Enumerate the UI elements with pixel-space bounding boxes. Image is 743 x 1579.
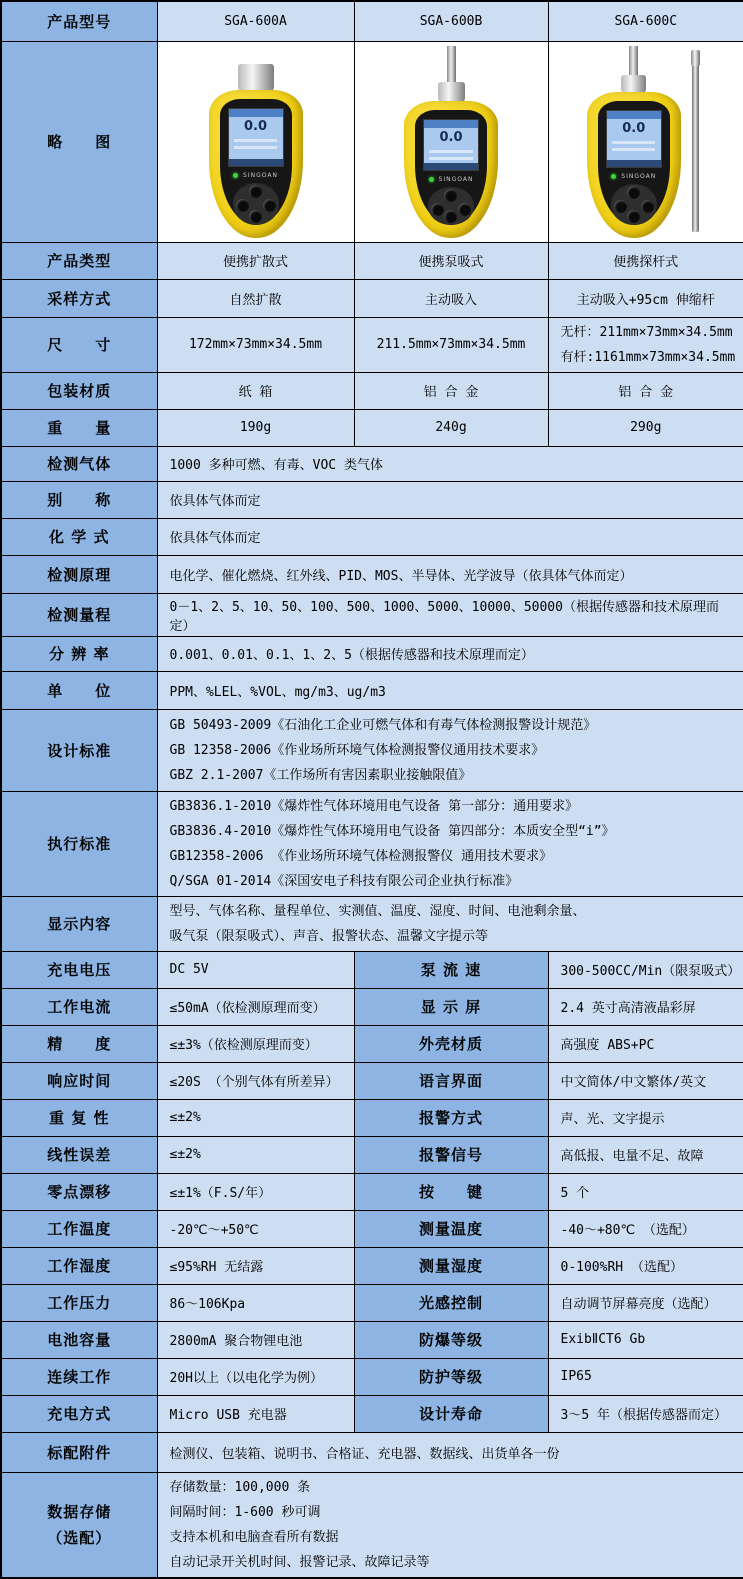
storage-line: 间隔时间：1-600 秒可调: [169, 1504, 321, 1520]
spec-label-left: 工作电流: [1, 988, 157, 1025]
spec-label-right: 按 键: [354, 1173, 548, 1210]
row-label: 包装材质: [1, 372, 157, 409]
spec-pair-row: [1, 1173, 743, 1210]
spec-label-right: 防护等级: [354, 1358, 548, 1395]
storage-line: 存储数量：100,000 条: [169, 1479, 311, 1495]
full-row-display-content: [1, 896, 743, 951]
spec-value-right: ExibⅡCT6 Gb: [548, 1321, 743, 1358]
product-image-cell-a: [157, 41, 354, 242]
spec-label-right: 报警方式: [354, 1099, 548, 1136]
button-pad: [428, 187, 474, 224]
spec-label-left: 电池容量: [1, 1321, 157, 1358]
spec-pair-row: [1, 1321, 743, 1358]
spec-pair-row: [1, 1025, 743, 1062]
sketch-label: 略 图: [1, 41, 157, 242]
screen-info-line: [612, 148, 655, 151]
spec-label-left: 线性误差: [1, 1136, 157, 1173]
compare-row-dimensions: [1, 317, 743, 372]
spec-pair-row: [1, 1395, 743, 1432]
spec-label-right: 测量温度: [354, 1210, 548, 1247]
value-b: 211.5mm×73mm×34.5mm: [354, 317, 548, 372]
spec-label-left: 充电方式: [1, 1395, 157, 1432]
display-content-line: 吸气泵（限泵吸式）、声音、报警状态、温馨文字提示等: [169, 928, 489, 944]
spec-value-left: -20℃～+50℃: [157, 1210, 354, 1247]
model-name-b: SGA-600B: [354, 1, 548, 41]
screen-info-line: [234, 139, 277, 142]
row-label: 尺 寸: [1, 317, 157, 372]
left-button: [236, 199, 249, 212]
compare-row-product-type: [1, 242, 743, 279]
sampling-probe: [447, 46, 456, 83]
value-c: 主动吸入+95cm 伸缩杆: [548, 279, 743, 317]
row-label: 单 位: [1, 671, 157, 709]
spec-value-left: ≤95%RH 无结露: [157, 1247, 354, 1284]
device-body: [587, 92, 681, 237]
row-value: [157, 791, 743, 896]
full-row-design-standards: [1, 709, 743, 791]
spec-value-left: ≤±3%（依检测原理而变）: [157, 1025, 354, 1062]
screen-statusbar: [424, 120, 478, 128]
row-label: 设计标准: [1, 709, 157, 791]
spec-label-right: 泵 流 速: [354, 951, 548, 988]
row-value: [157, 709, 743, 791]
model-name-a: SGA-600A: [157, 1, 354, 41]
screen-info-line: [612, 141, 655, 144]
screen-info-line: [234, 146, 277, 149]
brand-label: SINGOAN: [621, 172, 657, 180]
row-value: 电化学、催化燃烧、红外线、PID、MOS、半导体、光学波导（依具体气体而定）: [157, 555, 743, 593]
spec-value-left: ≤20S （个别气体有所差异）: [157, 1062, 354, 1099]
spec-value-right: 2.4 英寸高清液晶彩屏: [548, 988, 743, 1025]
spec-value-left: DC 5V: [157, 951, 354, 988]
full-row-units: [1, 671, 743, 709]
spec-label-right: 防爆等级: [354, 1321, 548, 1358]
spec-label-left: 工作压力: [1, 1284, 157, 1321]
row-value: 依具体气体而定: [157, 518, 743, 555]
spec-pair-row: [1, 951, 743, 988]
row-value: PPM、%LEL、%VOL、mg/m3、ug/m3: [157, 671, 743, 709]
storage-line: 支持本机和电脑查看所有数据: [169, 1529, 339, 1545]
row-value: 检测仪、包装箱、说明书、合格证、充电器、数据线、出货单各一份: [157, 1432, 743, 1472]
dimension-with-rod: 有杆:1161mm×73mm×34.5mm: [560, 349, 736, 365]
row-label-line: 数据存储: [47, 1502, 112, 1521]
row-label: 别 称: [1, 481, 157, 518]
screen-info-line: [429, 150, 472, 153]
right-button: [641, 200, 654, 213]
display-content-line: 型号、气体名称、量程单位、实测值、温度、湿度、时间、电池剩余量、: [169, 903, 586, 919]
device-screen: [606, 110, 662, 167]
full-row-detection-range: [1, 593, 743, 636]
spec-value-left: ≤±2%: [157, 1099, 354, 1136]
screen-reading: 0.0: [622, 121, 646, 137]
dimension-no-rod: 无杆：211mm×73mm×34.5mm: [560, 324, 733, 340]
screen-datetime-bar: [229, 159, 283, 166]
row-value: 依具体气体而定: [157, 481, 743, 518]
status-led: [233, 173, 238, 178]
sensor-head: [238, 64, 274, 92]
spec-value-left: 20H以上（以电化学为例）: [157, 1358, 354, 1395]
header-label: 产品型号: [1, 1, 157, 41]
screen-reading: 0.0: [243, 118, 268, 134]
device-front-panel: [220, 99, 292, 225]
row-value: 1000 多种可燃、有毒、VOC 类气体: [157, 446, 743, 481]
standard-line: Q/SGA 01-2014《深国安电子科技有限公司企业执行标准》: [169, 873, 519, 889]
spec-value-left: ≤±2%: [157, 1136, 354, 1173]
spec-value-left: ≤50mA（依检测原理而变）: [157, 988, 354, 1025]
device-screen: [423, 119, 479, 172]
spec-label-left: 零点漂移: [1, 1173, 157, 1210]
up-button: [444, 189, 457, 202]
row-label: 采样方式: [1, 279, 157, 317]
spec-label-right: 测量湿度: [354, 1247, 548, 1284]
standard-line: GB12358-2006 《作业场所环境气体检测报警仪 通用技术要求》: [169, 848, 553, 864]
spec-pair-row: [1, 1136, 743, 1173]
spec-label-right: 外壳材质: [354, 1025, 548, 1062]
spec-value-right: 3～5 年（根据传感器而定）: [548, 1395, 743, 1432]
spec-label-left: 充电电压: [1, 951, 157, 988]
row-label: 检测气体: [1, 446, 157, 481]
device-photo-sga-600a: [181, 46, 331, 238]
row-label-line: （选配）: [47, 1528, 112, 1547]
spec-value-right: 声、光、文字提示: [548, 1099, 743, 1136]
product-image-cell-b: [354, 41, 548, 242]
status-led: [429, 177, 434, 182]
standard-line: GB3836.1-2010《爆炸性气体环境用电气设备 第一部分：通用要求》: [169, 798, 579, 814]
row-label: 执行标准: [1, 791, 157, 896]
screen-info-line: [429, 157, 472, 160]
spec-label-left: 重 复 性: [1, 1099, 157, 1136]
full-row-chemical-formula: [1, 518, 743, 555]
screen-statusbar: [229, 109, 283, 117]
spec-pair-row: [1, 1247, 743, 1284]
standard-line: GB 50493-2009《石油化工企业可燃气体和有毒气体检测报警设计规范》: [169, 717, 597, 733]
spec-label-right: 语言界面: [354, 1062, 548, 1099]
standard-line: GB 12358-2006《作业场所环境气体检测报警仪通用技术要求》: [169, 742, 545, 758]
button-pad: [611, 184, 657, 225]
value-b: 240g: [354, 409, 548, 446]
spec-value-left: 2800mA 聚合物锂电池: [157, 1321, 354, 1358]
compare-row-sampling: [1, 279, 743, 317]
left-button: [614, 200, 627, 213]
spec-pair-row: [1, 988, 743, 1025]
spec-value-right: -40～+80℃ （选配）: [548, 1210, 743, 1247]
spec-value-right: 300-500CC/Min（限泵吸式）: [548, 951, 743, 988]
button-pad: [233, 183, 279, 225]
value-a: 便携扩散式: [157, 242, 354, 279]
spec-value-right: 0-100%RH （选配）: [548, 1247, 743, 1284]
value-a: 纸 箱: [157, 372, 354, 409]
row-value: 0.001、0.01、0.1、1、2、5（根据传感器和技术原理而定）: [157, 636, 743, 671]
brand-label: SINGOAN: [243, 171, 278, 179]
spec-label-left: 精 度: [1, 1025, 157, 1062]
row-value: 0－1、2、5、10、50、100、500、1000、5000、10000、50000（根据传感器和技术原理而定）: [157, 593, 743, 636]
spec-label-right: 显 示 屏: [354, 988, 548, 1025]
row-label: 显示内容: [1, 896, 157, 951]
full-row-detected-gas: [1, 446, 743, 481]
spec-value-right: 高强度 ABS+PC: [548, 1025, 743, 1062]
up-button: [249, 185, 262, 198]
device-screen: [228, 108, 284, 167]
value-a: 自然扩散: [157, 279, 354, 317]
spec-value-right: 自动调节屏幕亮度（选配）: [548, 1284, 743, 1321]
compare-row-packaging: [1, 372, 743, 409]
device-photo-sga-600c: [559, 46, 709, 238]
row-label: 重 量: [1, 409, 157, 446]
enter-button: [444, 210, 457, 223]
row-label: 化 学 式: [1, 518, 157, 555]
spec-label-left: 工作温度: [1, 1210, 157, 1247]
spec-label-left: 工作湿度: [1, 1247, 157, 1284]
value-a: 190g: [157, 409, 354, 446]
spec-label-right: 光感控制: [354, 1284, 548, 1321]
standard-line: GBZ 2.1-2007《工作场所有害因素职业接触限值》: [169, 767, 472, 783]
spec-pair-row: [1, 1358, 743, 1395]
spec-pair-row: [1, 1284, 743, 1321]
full-row-resolution: [1, 636, 743, 671]
spec-value-left: 86～106Kpa: [157, 1284, 354, 1321]
device-body: [209, 90, 303, 238]
row-value: [157, 1472, 743, 1578]
compare-row-weight: [1, 409, 743, 446]
right-button: [458, 203, 471, 216]
spec-value-left: Micro USB 充电器: [157, 1395, 354, 1432]
value-a: 172mm×73mm×34.5mm: [157, 317, 354, 372]
value-c: [548, 317, 743, 372]
up-button: [627, 186, 640, 199]
brand-label: SINGOAN: [438, 176, 474, 184]
spec-pair-row: [1, 1099, 743, 1136]
model-header-row: [1, 1, 743, 41]
telescopic-rod: [692, 52, 699, 232]
product-image-cell-c: [548, 41, 743, 242]
left-button: [431, 203, 444, 216]
enter-button: [627, 210, 640, 223]
device-photo-sga-600b: [376, 46, 526, 238]
enter-button: [249, 210, 262, 223]
full-row-detection-principle: [1, 555, 743, 593]
row-label: 检测原理: [1, 555, 157, 593]
storage-line: 自动记录开关机时间、报警记录、故障记录等: [169, 1554, 430, 1570]
full-row-alias: [1, 481, 743, 518]
row-label: 标配附件: [1, 1432, 157, 1472]
bottom-row-accessories: [1, 1432, 743, 1472]
device-front-panel: [415, 110, 487, 225]
device-front-panel: [598, 101, 670, 224]
spec-value-right: 中文简体/中文繁体/英文: [548, 1062, 743, 1099]
sampling-probe: [629, 46, 638, 75]
row-label: 分 辨 率: [1, 636, 157, 671]
spec-label-left: 连续工作: [1, 1358, 157, 1395]
model-name-c: SGA-600C: [548, 1, 743, 41]
full-row-execution-standards: [1, 791, 743, 896]
value-b: 便携泵吸式: [354, 242, 548, 279]
row-label: 检测量程: [1, 593, 157, 636]
screen-reading: 0.0: [439, 129, 463, 145]
value-c: 铝 合 金: [548, 372, 743, 409]
row-label: 产品类型: [1, 242, 157, 279]
spec-value-left: ≤±1%（F.S/年）: [157, 1173, 354, 1210]
row-value: [157, 896, 743, 951]
spec-label-left: 响应时间: [1, 1062, 157, 1099]
value-c: 290g: [548, 409, 743, 446]
value-b: 主动吸入: [354, 279, 548, 317]
spec-value-right: 高低报、电量不足、故障: [548, 1136, 743, 1173]
sensor-head: [438, 82, 465, 102]
right-button: [263, 199, 276, 212]
spec-pair-row: [1, 1210, 743, 1247]
status-led: [611, 174, 616, 179]
spec-value-right: 5 个: [548, 1173, 743, 1210]
spec-pair-row: [1, 1062, 743, 1099]
spec-value-right: IP65: [548, 1358, 743, 1395]
screen-datetime-bar: [607, 160, 661, 167]
standard-line: GB3836.4-2010《爆炸性气体环境用电气设备 第四部分：本质安全型“i”》: [169, 823, 615, 839]
value-b: 铝 合 金: [354, 372, 548, 409]
screen-statusbar: [607, 111, 661, 119]
bottom-row-data-storage: [1, 1472, 743, 1578]
value-c: 便携探杆式: [548, 242, 743, 279]
sketch-row: [1, 41, 743, 242]
screen-datetime-bar: [424, 163, 478, 170]
spec-label-right: 设计寿命: [354, 1395, 548, 1432]
device-body: [404, 101, 498, 238]
row-label: [1, 1472, 157, 1578]
spec-label-right: 报警信号: [354, 1136, 548, 1173]
